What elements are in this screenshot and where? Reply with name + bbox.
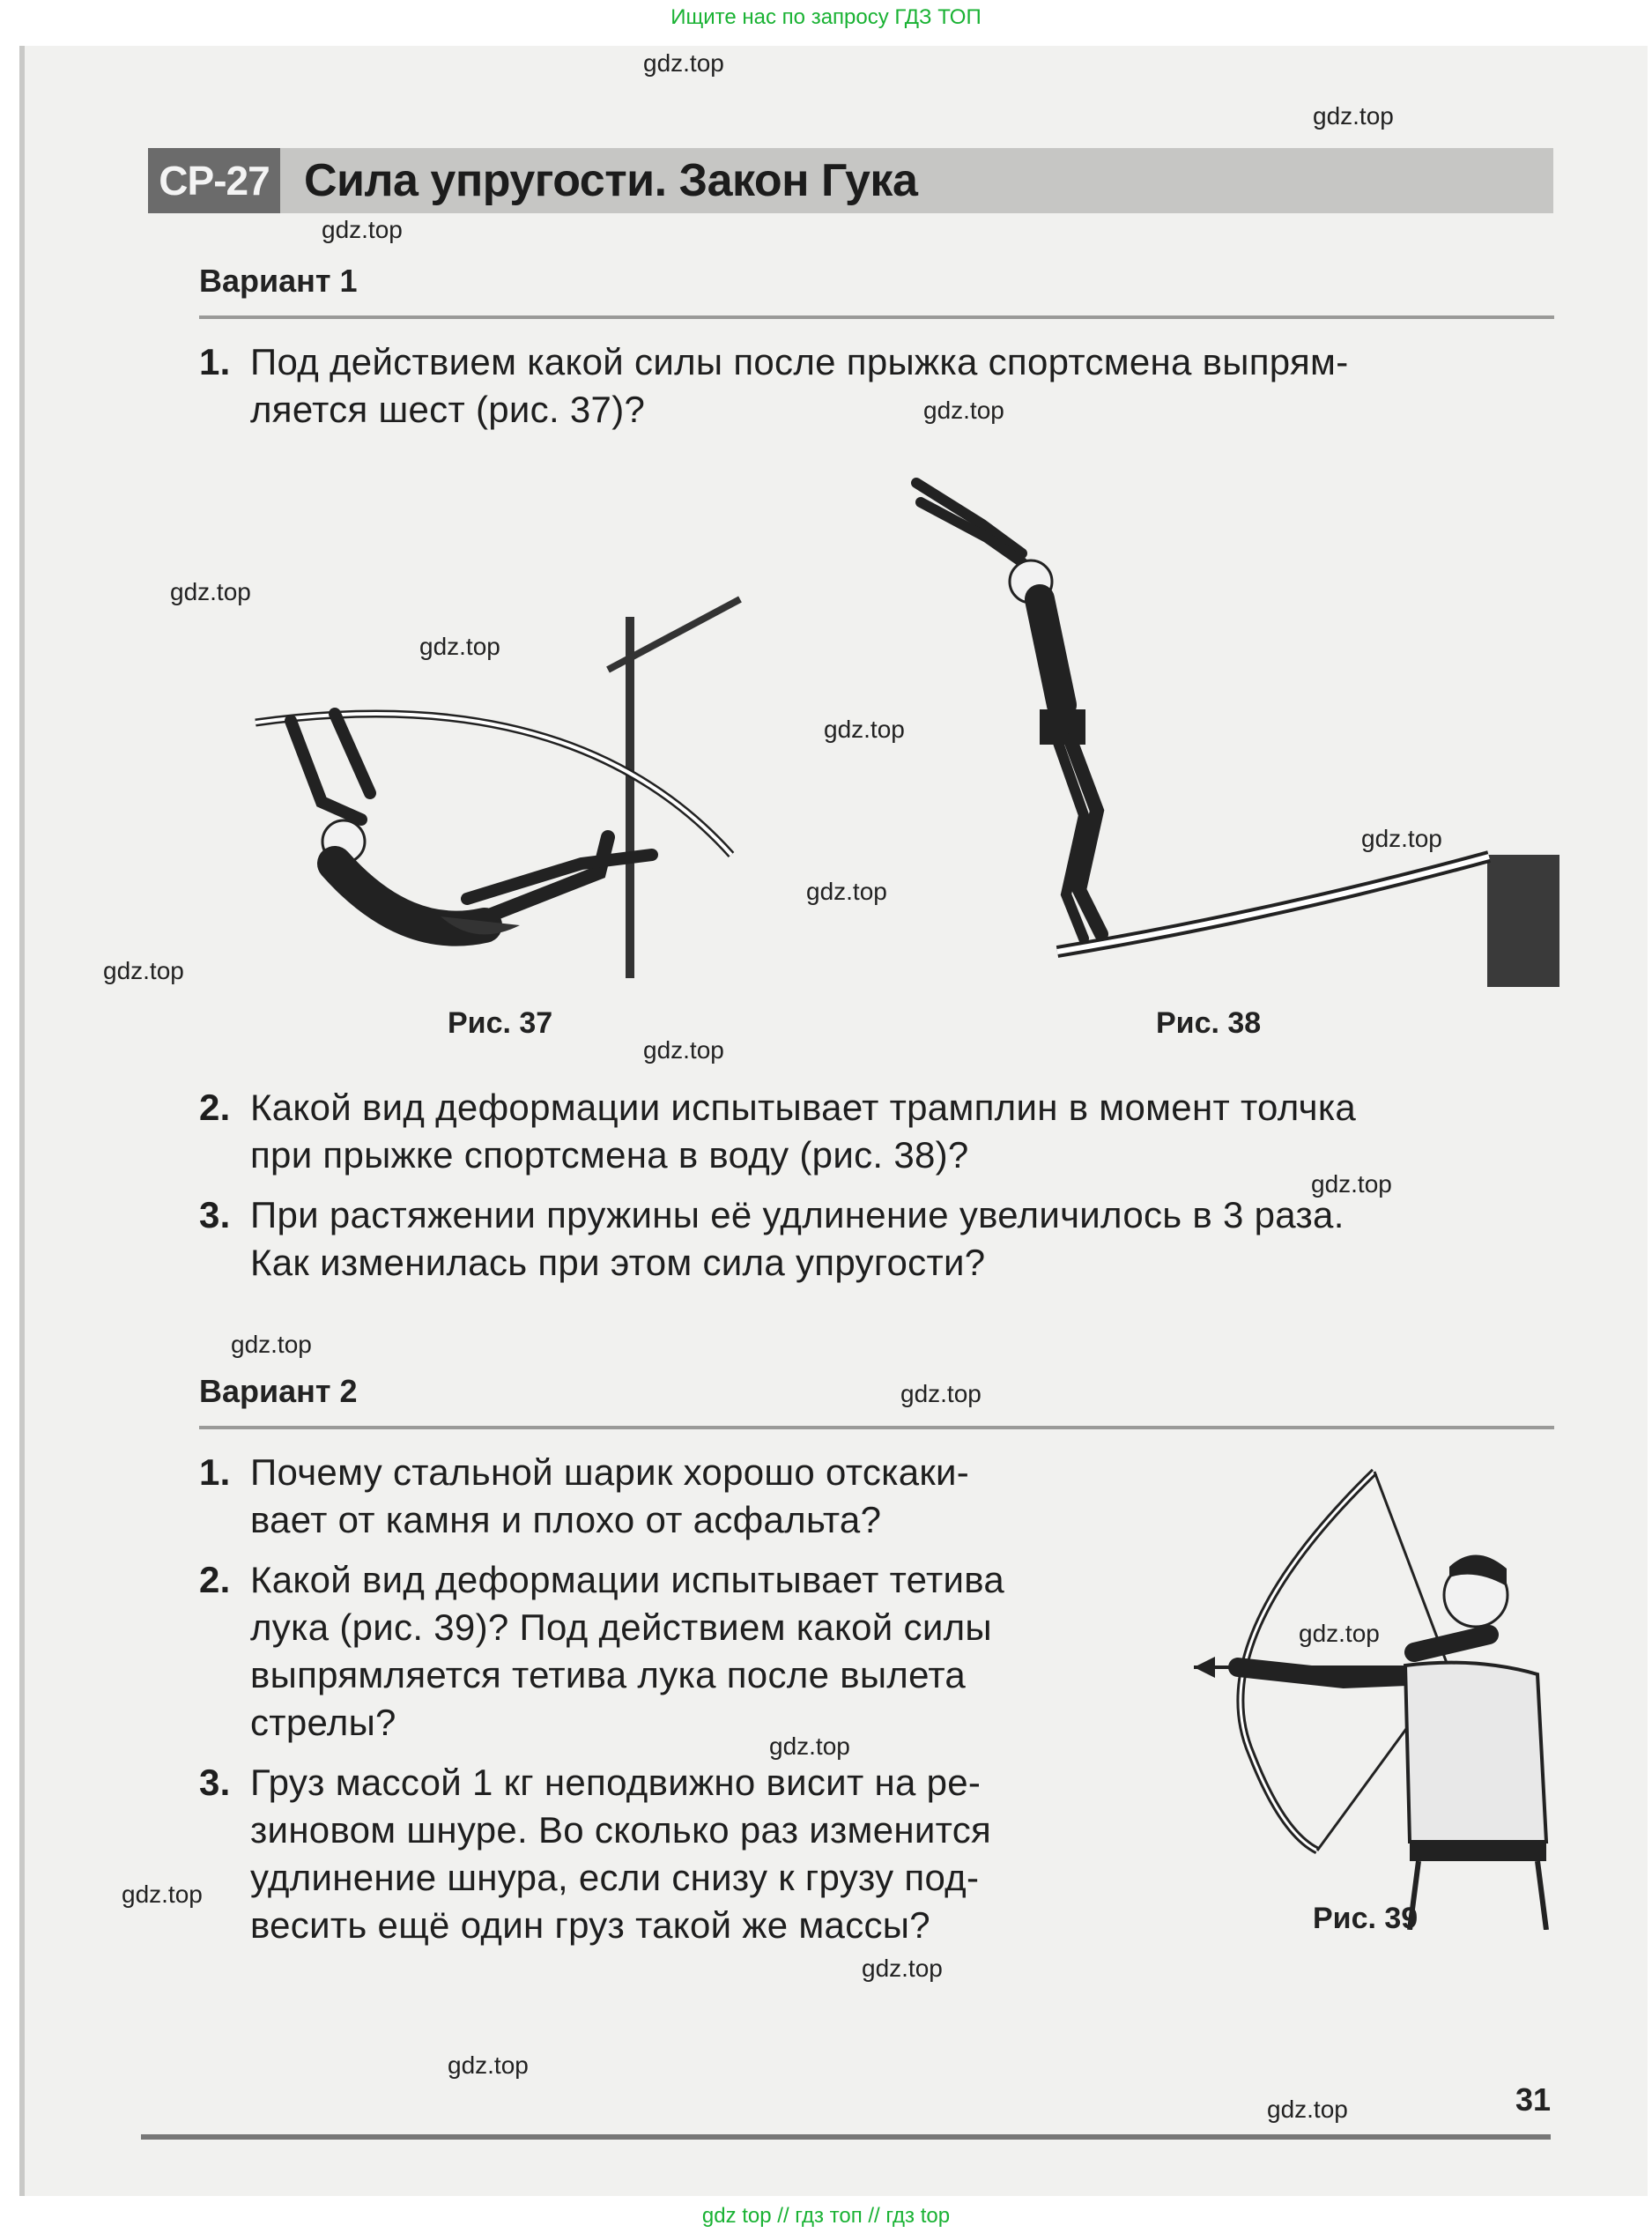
question-number: 2. [199, 1559, 231, 1600]
watermark: gdz.top [122, 1881, 203, 1908]
vault-standard-post [626, 617, 634, 978]
question-number: 3. [199, 1762, 231, 1803]
watermark: gdz.top [1361, 825, 1442, 852]
question-text: выпрямляется тетива лука после вылета [250, 1654, 967, 1695]
variant2-rule [199, 1426, 1554, 1429]
question-text: Как изменилась при этом сила упругости? [250, 1242, 986, 1283]
watermark: gdz.top [322, 216, 403, 243]
watermark: gdz.top [769, 1732, 850, 1760]
v1-question-2 [199, 1084, 1574, 1181]
watermark: gdz.top [103, 957, 184, 984]
section-code: СР-27 [148, 148, 280, 213]
variant1-rule [199, 315, 1554, 319]
page-number: 31 [1515, 2081, 1552, 2118]
fig37-caption: Рис. 37 [448, 1006, 553, 1040]
variant2-label: Вариант 2 [199, 1373, 358, 1409]
v1-question-3 [199, 1191, 1574, 1288]
watermark: gdz.top [643, 49, 724, 77]
fig38-caption: Рис. 38 [1156, 1006, 1262, 1040]
watermark: gdz.top [419, 633, 500, 660]
question-number: 2. [199, 1087, 231, 1128]
question-text: вает от камня и плохо от асфальта? [250, 1499, 882, 1540]
question-text: зиновом шнуре. Во сколько раз изменится [250, 1809, 992, 1851]
v2-question-1 [199, 1449, 1168, 1546]
question-text: при прыжке спортсмена в воду (рис. 38)? [250, 1134, 969, 1176]
question-text: стрелы? [250, 1702, 396, 1743]
variant1-label: Вариант 1 [199, 263, 358, 299]
watermark: gdz.top [862, 1955, 943, 1982]
top-banner[interactable]: Ищите нас по запросу ГДЗ ТОП [670, 5, 982, 29]
watermark: gdz.top [231, 1331, 312, 1358]
watermark: gdz.top [900, 1380, 982, 1407]
question-text: Под действием какой силы после прыжка спортсмена выпрям- [250, 341, 1349, 382]
question-text: удлинение шнура, если снизу к грузу под- [250, 1857, 980, 1898]
question-text: Почему стальной шарик хорошо отскаки- [250, 1451, 970, 1493]
watermark: gdz.top [824, 716, 905, 743]
watermark: gdz.top [1299, 1620, 1380, 1647]
question-text: весить ещё один груз такой же массы? [250, 1904, 930, 1946]
springboard-icon [1057, 857, 1489, 952]
fig39-caption: Рис. 39 [1313, 1902, 1419, 1935]
fig37-pole-vault-illustration [238, 573, 767, 987]
fig38-diver-illustration [899, 476, 1568, 996]
v2-question-3 [199, 1759, 1168, 1953]
question-text: Груз массой 1 кг неподвижно висит на ре- [250, 1762, 982, 1803]
watermark: gdz.top [1311, 1170, 1392, 1198]
watermark: gdz.top [1267, 2096, 1348, 2123]
question-text: Какой вид деформации испытывает тетива [250, 1559, 1005, 1600]
question-text: ляется шест (рис. 37)? [250, 389, 646, 430]
watermark: gdz.top [1313, 102, 1394, 130]
fig39-archer-illustration [1185, 1463, 1573, 1930]
question-number: 1. [199, 341, 231, 382]
question-text: лука (рис. 39)? Под действием какой силы [250, 1606, 992, 1648]
question-text: Какой вид деформации испытывает трамплин в момент толчка [250, 1087, 1357, 1128]
watermark: gdz.top [448, 2051, 529, 2079]
watermark: gdz.top [806, 878, 887, 905]
page-title: Сила упругости. Закон Гука [304, 155, 918, 206]
question-number: 1. [199, 1451, 231, 1493]
watermark: gdz.top [643, 1036, 724, 1064]
footer-rule [141, 2134, 1551, 2140]
v2-question-2 [199, 1556, 1168, 1750]
question-number: 3. [199, 1194, 231, 1235]
watermark: gdz.top [170, 578, 251, 605]
v1-question-1 [199, 338, 1574, 435]
bottom-banner[interactable]: gdz top // гдз топ // гдз top [701, 2204, 951, 2228]
watermark: gdz.top [923, 397, 1004, 424]
springboard-base [1487, 855, 1559, 987]
question-text: При растяжении пружины её удлинение увеличилось в 3 раза. [250, 1194, 1345, 1235]
